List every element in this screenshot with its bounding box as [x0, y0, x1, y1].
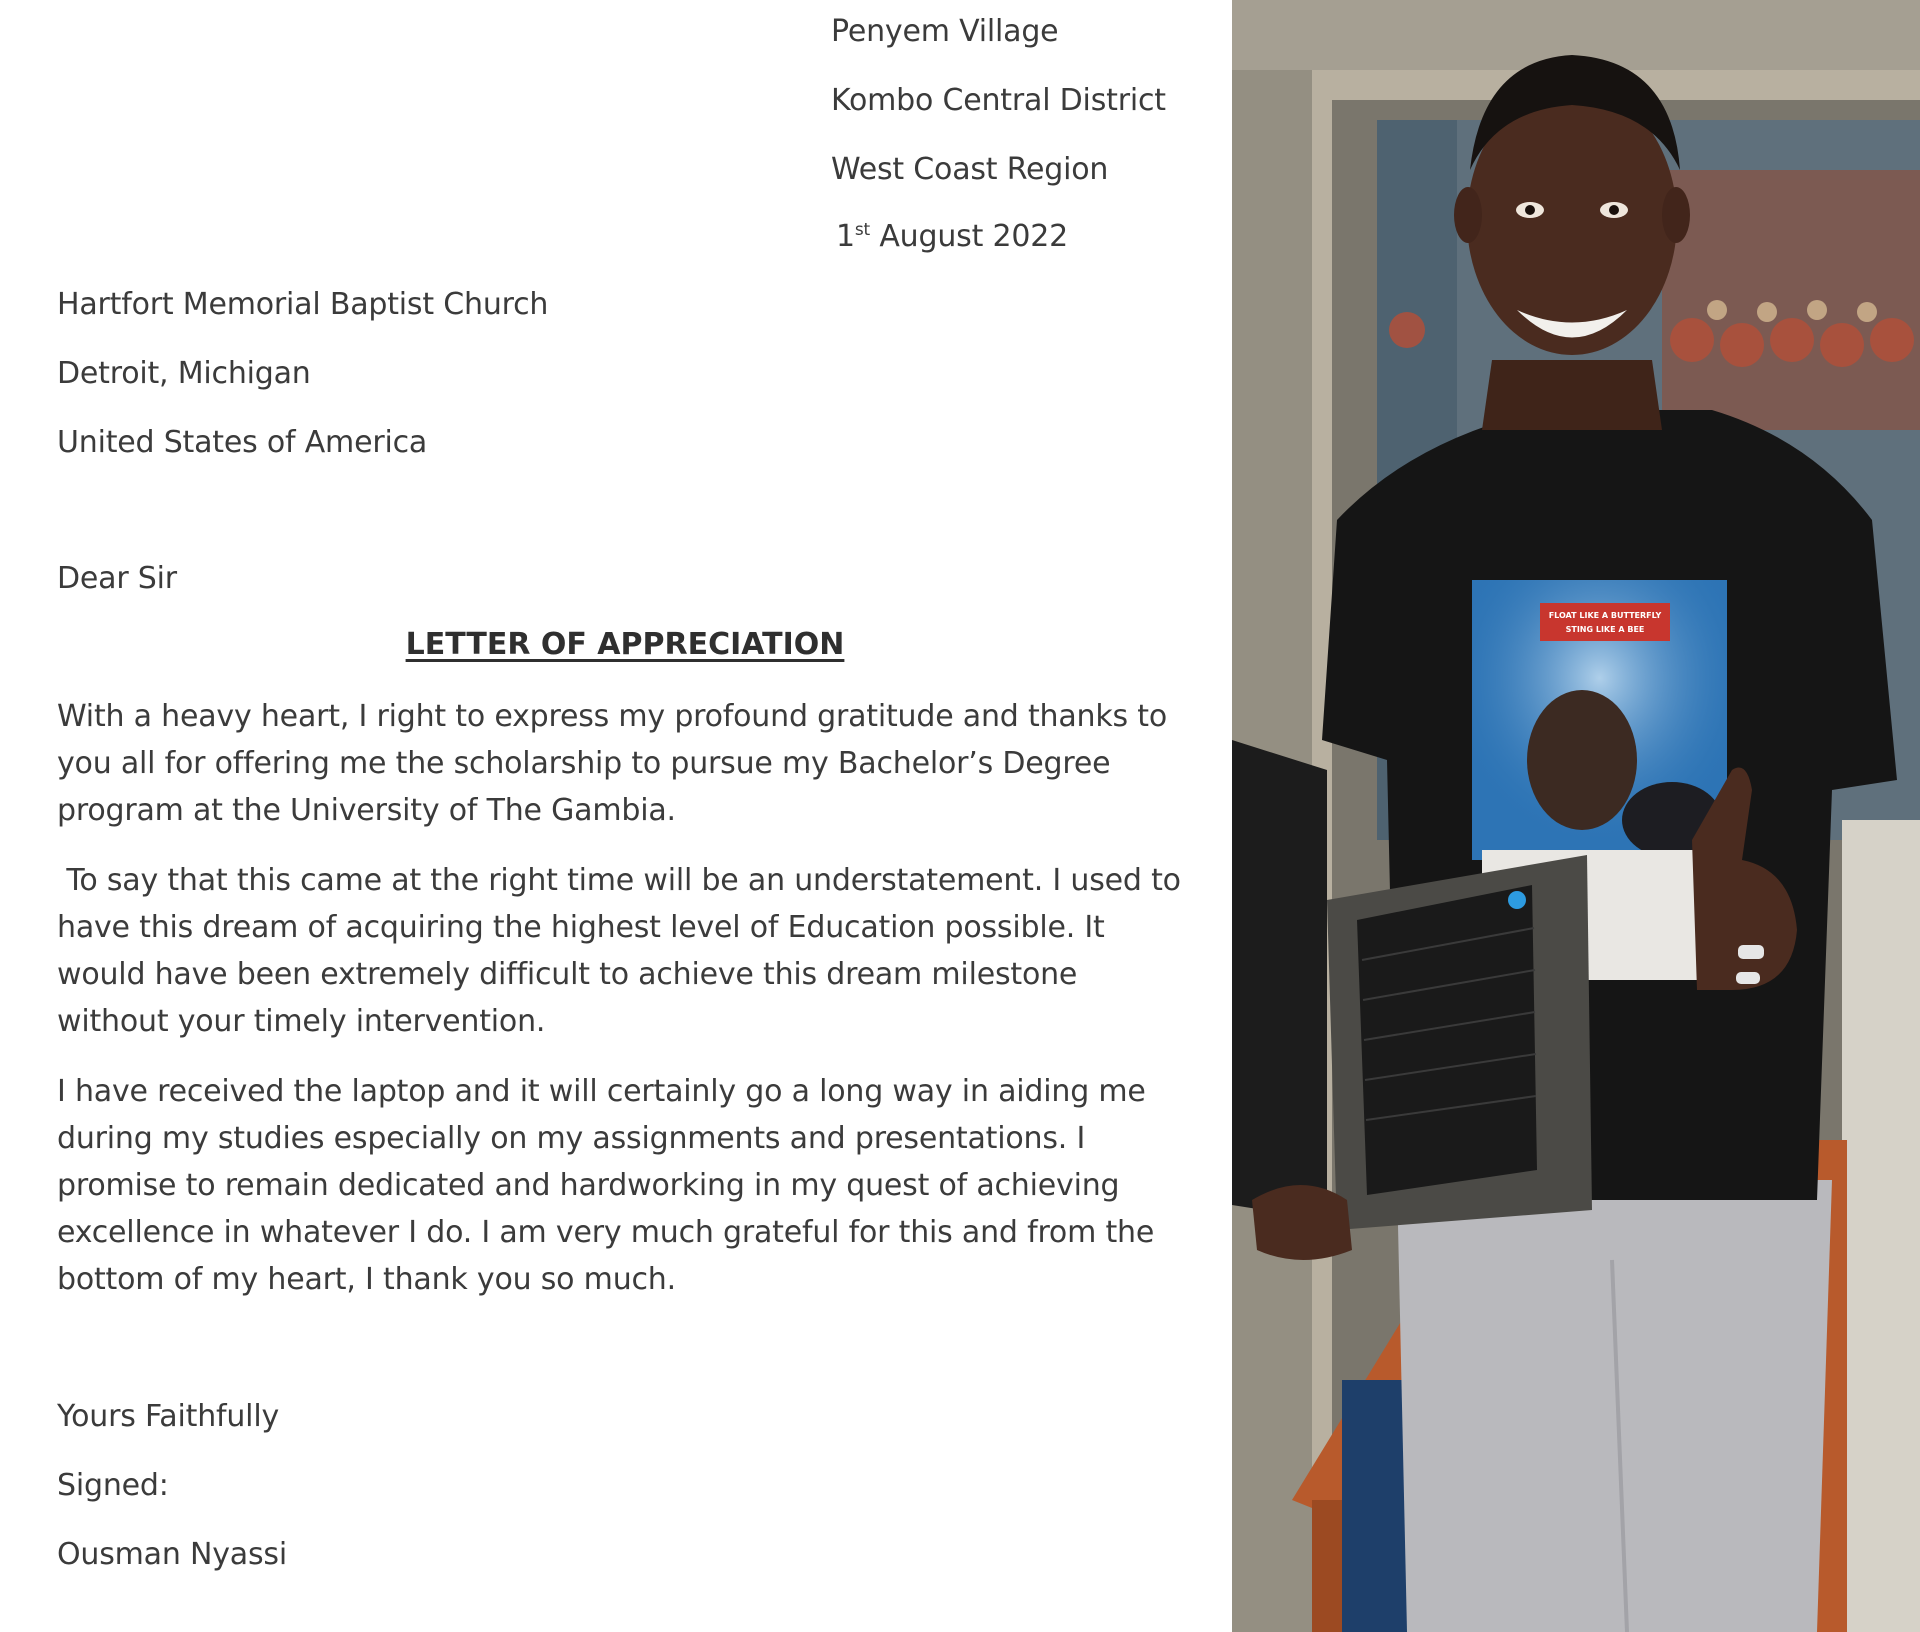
paragraph-3-line-4: excellence in whatever I do. I am very much grateful for this and from the: [57, 1215, 1155, 1250]
recipient-address-line-3: United States of America: [57, 425, 428, 460]
paragraph-3: [57, 1068, 1154, 1303]
letter-heading: LETTER OF APPRECIATION: [405, 627, 845, 662]
paragraph-3-line-5: bottom of my heart, I thank you so much.: [57, 1262, 676, 1297]
shirt-print-line-1: FLOAT LIKE A BUTTERFLY: [1548, 611, 1662, 620]
paragraph-2-line-3: would have been extremely difficult to achieve this dream milestone: [57, 957, 1078, 992]
paragraph-1: [57, 693, 1167, 834]
paragraph-3-line-2: during my studies especially on my assignments and presentations. I: [57, 1121, 1086, 1156]
date-day: 1: [836, 219, 855, 254]
letter-date: [836, 220, 1068, 254]
paragraph-3-line-1: I have received the laptop and it will certainly go a long way in aiding me: [57, 1074, 1146, 1109]
shirt-print-banner: [1540, 603, 1670, 641]
signed-label: Signed:: [57, 1468, 169, 1503]
date-month-year: August 2022: [870, 219, 1069, 254]
paragraph-1-line-2: you all for offering me the scholarship to pursue my Bachelor’s Degree: [57, 746, 1111, 781]
recipient-address-line-2: Detroit, Michigan: [57, 356, 311, 391]
closing: Yours Faithfully: [57, 1399, 280, 1434]
signature-name: Ousman Nyassi: [57, 1537, 287, 1572]
sender-address-line-3: West Coast Region: [831, 152, 1109, 187]
paragraph-3-line-3: promise to remain dedicated and hardworking in my quest of achieving: [57, 1168, 1120, 1203]
paragraph-2: [57, 857, 1181, 1045]
salutation: Dear Sir: [57, 561, 177, 596]
person-with-laptop-photo: [1232, 0, 1920, 1632]
paragraph-1-line-3: program at the University of The Gambia.: [57, 793, 676, 828]
recipient-address-line-1: Hartfort Memorial Baptist Church: [57, 287, 549, 322]
paragraph-2-line-4: without your timely intervention.: [57, 1004, 546, 1039]
sender-address-line-2: Kombo Central District: [831, 83, 1166, 118]
left-hand: [1252, 1185, 1352, 1260]
paragraph-2-line-1: To say that this came at the right time will be an understatement. I used to: [57, 863, 1181, 898]
laptop-screen: [1232, 740, 1327, 1220]
photo-panel: [1232, 0, 1920, 1632]
paragraph-2-line-2: have this dream of acquiring the highest level of Education possible. It: [57, 910, 1105, 945]
ring: [1738, 945, 1764, 959]
sender-address-line-1: Penyem Village: [831, 14, 1059, 49]
paragraph-1-line-1: With a heavy heart, I right to express my profound gratitude and thanks to: [57, 699, 1167, 734]
shirt-print-line-2: STING LIKE A BEE: [1565, 625, 1645, 634]
date-day-suffix: st: [854, 220, 871, 240]
pants: [1397, 1180, 1832, 1632]
